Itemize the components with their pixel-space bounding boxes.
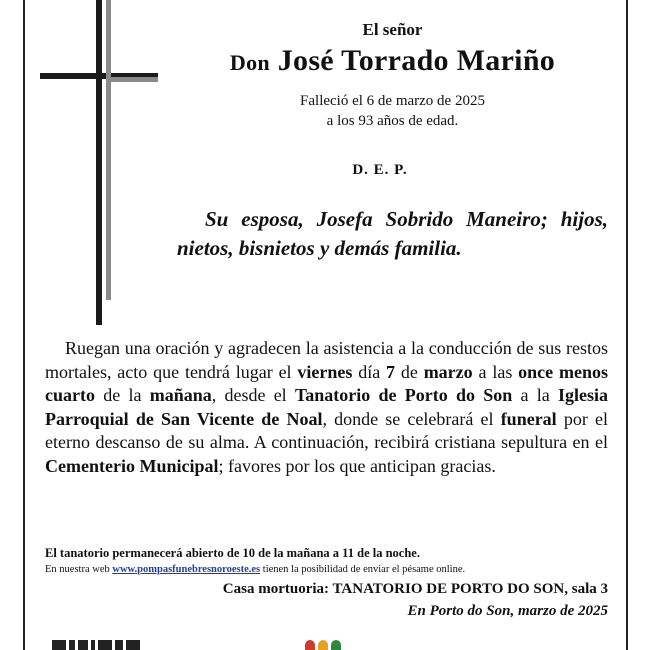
family-text: Su esposa, Josefa Sobrido Maneiro; hijos, nietos, bisnietos y demás familia. xyxy=(177,207,608,260)
ceremony-paragraph xyxy=(45,337,608,478)
death-info xyxy=(175,91,610,131)
body-text-2: día xyxy=(352,361,387,382)
ceremony-month: marzo xyxy=(423,361,473,382)
opening-hours-note: El tanatorio permanecerá abierto de 10 de la mañana a 11 de la noche. xyxy=(45,546,420,560)
body-text-7: a la xyxy=(512,385,558,405)
honorific: Don xyxy=(229,50,270,75)
web-note xyxy=(45,564,608,575)
body-text-1: Ruegan una oración y agradecen la asistencia a la conducción de sus restos mortales, acto que tendrá lugar el xyxy=(45,338,608,382)
intro-text: El señor xyxy=(362,20,423,39)
website-link[interactable]: www.pompasfunebresnoroeste.es xyxy=(112,564,261,575)
ceremony-date: 7 xyxy=(386,361,396,382)
service-type: funeral xyxy=(500,408,557,429)
ceremony-daypart: mañana xyxy=(149,385,212,405)
dep-text: D. E. P. xyxy=(352,162,408,178)
cross-icon xyxy=(40,0,170,330)
body-text-3: de xyxy=(395,361,424,382)
body-text-4: a las xyxy=(472,361,519,382)
age-line: a los 93 años de edad. xyxy=(326,113,459,129)
left-border-line xyxy=(23,0,25,650)
body-text-6: , desde el xyxy=(211,385,295,405)
web-note-suffix: tienen la posibilidad de enviar el pésame online. xyxy=(260,564,466,575)
casa-mortuoria: Casa mortuoria: TANATORIO DE PORTO DO SON, sala 3 xyxy=(222,581,608,597)
body-text-9: por el eterno descanso de su alma. A continuación, recibirá cristiana sepultura en el xyxy=(45,408,608,452)
death-date: Falleció el 6 de marzo de 2025 xyxy=(300,93,485,109)
body-text-8: , donde se celebrará el xyxy=(322,408,501,429)
qr-code-icon xyxy=(52,640,144,650)
deceased-name xyxy=(175,44,610,78)
ceremony-day: viernes xyxy=(297,361,353,382)
cemetery-location: Cementerio Municipal xyxy=(45,455,219,476)
place-date: En Porto do Son, marzo de 2025 xyxy=(407,603,608,619)
church-location: Iglesia Parroquial de San Vicente de Noal xyxy=(45,385,609,429)
right-border-line xyxy=(626,0,628,650)
body-text-5: de la xyxy=(94,385,150,405)
origin-location: Tanatorio de Porto do Son xyxy=(294,385,513,405)
web-note-prefix: En nuestra web xyxy=(45,564,113,575)
company-logo-icon xyxy=(305,640,351,650)
full-name: José Torrado Mariño xyxy=(277,44,556,77)
body-text-10: ; favores por los que anticipan gracias. xyxy=(218,455,496,476)
ceremony-time: once menos cuarto xyxy=(45,361,608,405)
